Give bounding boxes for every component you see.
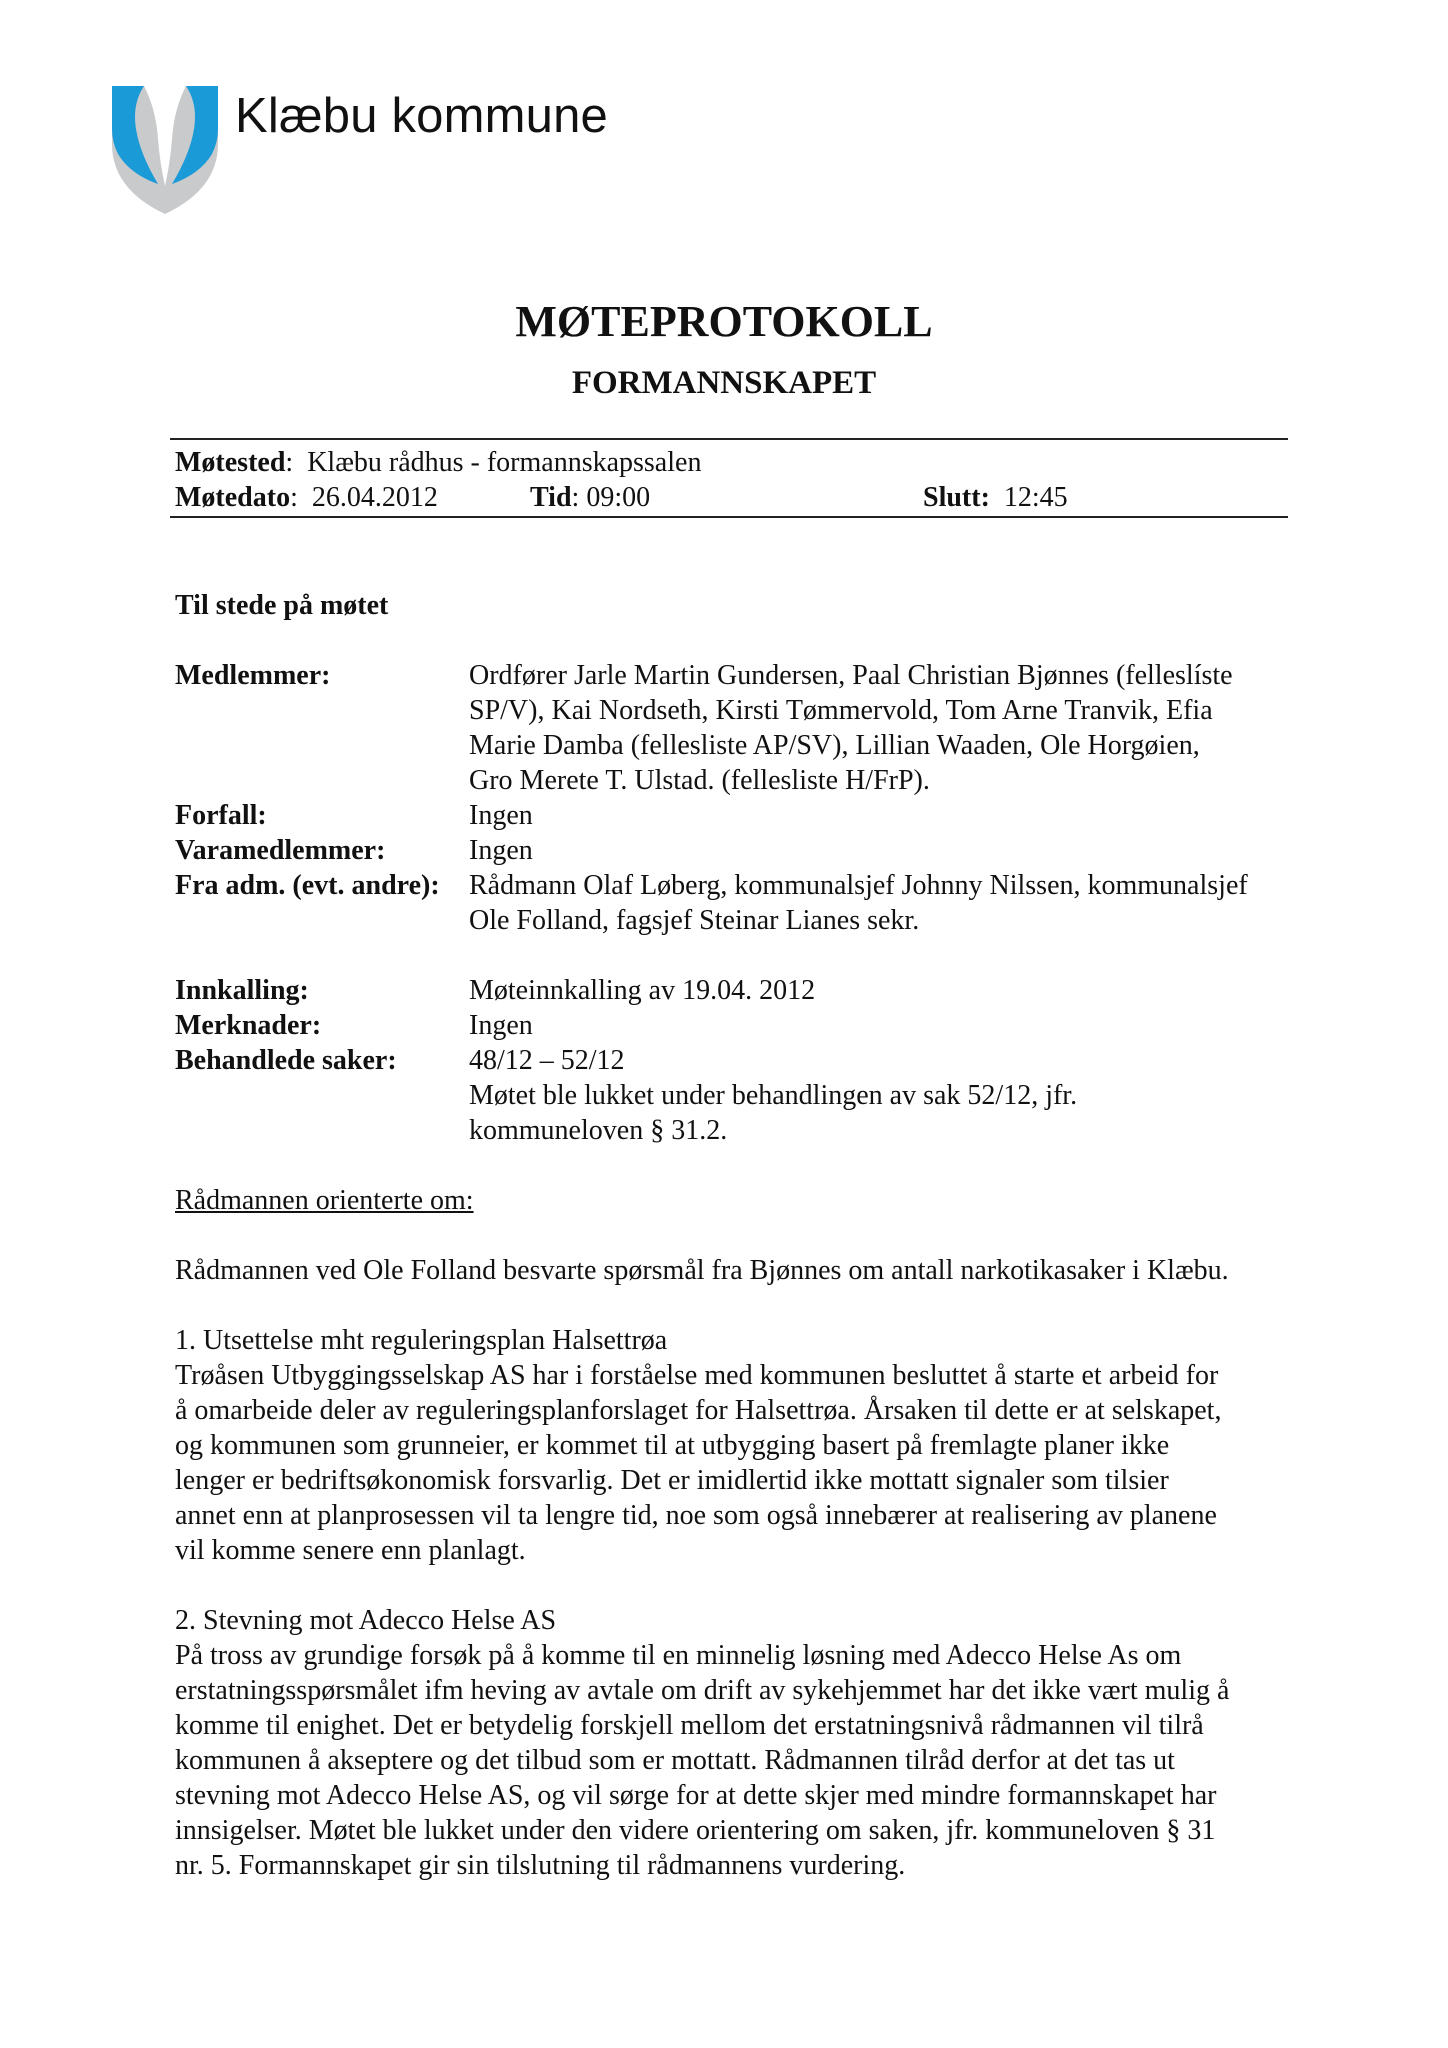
members-list xyxy=(469,658,1289,798)
remarks-value: Ingen xyxy=(469,1010,533,1041)
meeting-end-label: Slutt: xyxy=(923,482,990,513)
briefing-item-line: vil komme senere enn planlagt. xyxy=(175,1535,526,1566)
briefing-item-line: Trøåsen Utbyggingsselskap AS har i forståelse med kommunen besluttet å starte et arbeid for xyxy=(175,1360,1219,1391)
members-line: Ordfører Jarle Martin Gundersen, Paal Christian Bjønnes (felleslíste xyxy=(469,660,1233,691)
document-title: MØTEPROTOKOLL xyxy=(515,297,933,346)
klaebu-coat-of-arms-icon xyxy=(110,84,220,216)
bottom-rule xyxy=(170,516,1288,518)
briefing-item-line: stevning mot Adecco Helse AS, og vil sørge for at dette skjer med mindre formannskapet har xyxy=(175,1780,1217,1811)
summons-value: Møteinnkalling av 19.04. 2012 xyxy=(469,975,816,1006)
admin-list xyxy=(469,868,1289,938)
admin-line: Rådmann Olaf Løberg, kommunalsjef Johnny Nilssen, kommunalsjef xyxy=(469,870,1248,901)
briefing-item-line: kommunen å akseptere og det tilbud som er mottatt. Rådmannen tilråd derfor at det tas ut xyxy=(175,1745,1175,1776)
meeting-place-row: Møtested: Klæbu rådhus - formannskapssalen xyxy=(175,447,702,478)
meeting-time-label: Tid xyxy=(530,482,572,513)
meeting-date: 26.04.2012 xyxy=(311,482,438,513)
admin-line: Ole Folland, fagsjef Steinar Lianes sekr. xyxy=(469,905,920,936)
deputies-value: Ingen xyxy=(469,835,533,866)
briefing-intro: Rådmannen ved Ole Folland besvarte spørsmål fra Bjønnes om antall narkotikasaker i Klæbu. xyxy=(175,1255,1229,1286)
briefing-item-line: På tross av grundige forsøk på å komme til en minnelig løsning med Adecco Helse As om xyxy=(175,1640,1182,1671)
meeting-end-row xyxy=(923,480,1068,516)
attendance-heading: Til stede på møtet xyxy=(175,590,389,621)
absent-value: Ingen xyxy=(469,800,533,831)
briefing-item-1 xyxy=(175,1323,1295,1568)
meeting-date-label: Møtedato xyxy=(175,482,291,513)
summons-label: Innkalling: xyxy=(175,975,309,1006)
meeting-time-row: Tid: 09:00 xyxy=(530,482,651,513)
document-subtitle: FORMANNSKAPET xyxy=(571,365,877,401)
remarks-label: Merknader: xyxy=(175,1010,322,1041)
briefing-item-2 xyxy=(175,1603,1295,1883)
briefing-item-line: annet enn at planprosessen vil ta lengre tid, noe som også innebærer at realisering av planene xyxy=(175,1500,1217,1531)
cases-label: Behandlede saker: xyxy=(175,1045,397,1076)
members-line: SP/V), Kai Nordseth, Kirsti Tømmervold, Tom Arne Tranvik, Efia xyxy=(469,695,1213,726)
briefing-item-line: erstatningsspørsmålet ifm heving av avtale om drift av sykehjemmet har det ikke vært mulig å xyxy=(175,1675,1230,1706)
meeting-date-row: Møtedato: 26.04.2012 xyxy=(175,482,438,513)
briefing-heading: Rådmannen orienterte om: xyxy=(175,1185,474,1216)
members-line: Gro Merete T. Ulstad. (fellesliste H/FrP). xyxy=(469,765,930,796)
cases-list xyxy=(469,1043,1289,1148)
briefing-item-title: 2. Stevning mot Adecco Helse AS xyxy=(175,1605,557,1636)
briefing-item-line: og kommunen som grunneier, er kommet til at utbygging basert på fremlagte planer ikke xyxy=(175,1430,1170,1461)
meeting-place: Klæbu rådhus - formannskapssalen xyxy=(307,447,702,478)
meeting-time: 09:00 xyxy=(586,482,651,513)
briefing-item-line: lenger er bedriftsøkonomisk forsvarlig. Det er imidlertid ikke mottatt signaler som tilsier xyxy=(175,1465,1169,1496)
cases-line: Møtet ble lukket under behandlingen av sak 52/12, jfr. xyxy=(469,1080,1078,1111)
meeting-end: 12:45 xyxy=(1003,482,1068,513)
briefing-item-line: komme til enighet. Det er betydelig forskjell mellom det erstatningsnivå rådmannen vil tilrå xyxy=(175,1710,1204,1741)
municipality-name: Klæbu kommune xyxy=(235,89,608,143)
cases-line: kommuneloven § 31.2. xyxy=(469,1115,728,1146)
members-label: Medlemmer: xyxy=(175,660,331,691)
briefing-item-line: nr. 5. Formannskapet gir sin tilslutning til rådmannens vurdering. xyxy=(175,1850,906,1881)
absent-label: Forfall: xyxy=(175,800,267,831)
members-line: Marie Damba (fellesliste AP/SV), Lillian Waaden, Ole Horgøien, xyxy=(469,730,1200,761)
briefing-item-title: 1. Utsettelse mht reguleringsplan Halsettrøa xyxy=(175,1325,668,1356)
cases-line: 48/12 – 52/12 xyxy=(469,1045,625,1076)
deputies-label: Varamedlemmer: xyxy=(175,835,386,866)
top-rule xyxy=(170,438,1288,440)
admin-label: Fra adm. (evt. andre): xyxy=(175,870,440,901)
briefing-item-line: å omarbeide deler av reguleringsplanforslaget for Halsettrøa. Årsaken til dette er at selskapet, xyxy=(175,1395,1222,1426)
briefing-item-line: innsigelser. Møtet ble lukket under den videre orientering om saken, jfr. kommuneloven § 31 xyxy=(175,1815,1216,1846)
meeting-place-label: Møtested xyxy=(175,447,286,478)
